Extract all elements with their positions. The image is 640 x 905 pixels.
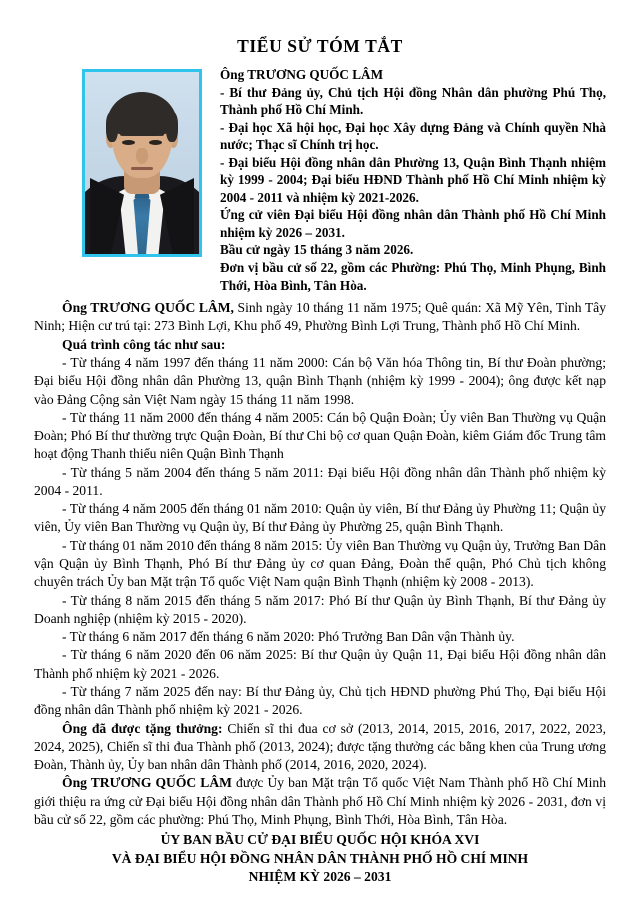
candidate-portrait-photo — [82, 69, 202, 257]
biography-body — [34, 299, 606, 829]
nomination-paragraph — [34, 774, 606, 829]
portrait-eye-left — [122, 140, 135, 145]
awards-label: Ông đã được tặng thưởng: — [62, 720, 223, 736]
footer-line-term: NHIỆM KỲ 2026 – 2031 — [248, 868, 392, 884]
awards-paragraph — [34, 720, 606, 775]
career-item: - Từ tháng 8 năm 2015 đến tháng 5 năm 2017: Phó Bí thư Quận ủy Bình Thạnh, Bí thư Đảng ủy Doanh nghiệp (nhiệm kỳ 2015 - 2020). — [34, 592, 606, 626]
intro-line-education: - Đại học Xã hội học, Đại học Xây dựng Đảng và Chính quyền Nhà nước; Thạc sĩ Chính trị học. — [220, 119, 606, 153]
intro-line-delegate-history: - Đại biểu Hội đồng nhân dân Phường 13, Quận Bình Thạnh nhiệm kỳ 1999 - 2004; Đại biểu HĐND Thành phố Hồ Chí Minh nhiệm kỳ 2004 - 2011 và nhiệm kỳ 2021-2026. — [220, 154, 606, 205]
footer-line-committee: ỦY BAN BẦU CỬ ĐẠI BIỂU QUỐC HỘI KHÓA XVI — [160, 832, 480, 848]
career-item: - Từ tháng 11 năm 2000 đến tháng 4 năm 2005: Cán bộ Quận Đoàn; Ủy viên Ban Thường vụ Quận Đoàn; Phó Bí thư thường trực Quận Đoàn, Bí thư Chi bộ cơ quan Quận Đoàn, kiêm Giám đốc Trung tâm hoạt động Thanh thiếu niên Quận Bình Thạnh — [34, 409, 606, 462]
nomination-text: được Ủy ban Mặt trận Tổ quốc Việt Nam Thành phố Hồ Chí Minh giới thiệu ra ứng cử Đại biểu Hội đồng nhân dân Thành phố Hồ Chí Minh nhiệm kỳ 2026 - 2031, đơn vị bầu cử số 22, gồm các phường: Phú Thọ, Minh Phụng, Bình Thới, Hòa Bình, Tân Hòa. — [34, 775, 606, 827]
intro-line-election-date: Bầu cử ngày 15 tháng 3 năm 2026. — [220, 242, 414, 258]
portrait-hair — [107, 92, 177, 136]
candidate-summary-block — [220, 66, 606, 294]
portrait-nose — [136, 148, 148, 164]
personal-details-paragraph — [34, 299, 606, 336]
career-heading-label: Quá trình công tác như sau: — [62, 336, 226, 352]
personal-details-label: Ông TRƯƠNG QUỐC LÂM, — [62, 300, 234, 316]
page-title: TIỂU SỬ TÓM TẮT — [237, 36, 403, 56]
footer-line-council: VÀ ĐẠI BIỂU HỘI ĐỒNG NHÂN DÂN THÀNH PHỐ HỒ CHÍ MINH — [111, 850, 529, 866]
career-item: - Từ tháng 6 năm 2017 đến tháng 6 năm 2020: Phó Trưởng Ban Dân vận Thành ủy. — [62, 629, 515, 645]
portrait-eye-right — [149, 140, 162, 145]
career-item: - Từ tháng 4 năm 2005 đến tháng 01 năm 2010: Quận ủy viên, Bí thư Đảng ủy Phường 11; Quận ủy viên, Ủy viên Ban Thường vụ Quận ủy, Bí thư Đảng ủy Phường 25, quận Bình Thạnh. — [34, 501, 606, 535]
career-item: - Từ tháng 01 năm 2010 đến tháng 8 năm 2015: Ủy viên Ban Thường vụ Quận ủy, Trưởng Ban Dân vận Quận ủy Bình Thạnh, Phó Bí thư Đảng ủy cơ quan Đảng, Đoàn thể quận, Phó Chủ tịch không chuyên trách Ủy ban Mặt trận Tổ quốc Việt Nam quận Bình Thạnh (nhiệm kỳ 2008 - 2013). — [34, 537, 606, 590]
candidate-name: Ông TRƯƠNG QUỐC LÂM — [220, 67, 384, 82]
header-block — [34, 66, 606, 294]
career-item: - Từ tháng 5 năm 2004 đến tháng 5 năm 2011: Đại biểu Hội đồng nhân dân Thành phố nhiệm kỳ 2004 - 2011. — [34, 464, 606, 498]
intro-line-candidacy: Ứng cử viên Đại biểu Hội đồng nhân dân Thành phố Hồ Chí Minh nhiệm kỳ 2026 – 2031. — [220, 207, 606, 240]
career-heading — [34, 336, 606, 354]
nomination-label: Ông TRƯƠNG QUỐC LÂM — [62, 775, 232, 791]
document-footer — [34, 831, 606, 886]
portrait-image — [85, 72, 199, 254]
career-item: - Từ tháng 4 năm 1997 đến tháng 11 năm 2000: Cán bộ Văn hóa Thông tin, Bí thư Đoàn phường; Đại biểu Hội đồng nhân dân Phường 13, quận Bình Thạnh (nhiệm kỳ 1999 - 2004); ông được kết nạp vào Đảng Cộng sản Việt Nam ngày 15 tháng 11 năm 1998. — [34, 354, 606, 407]
career-item: - Từ tháng 6 năm 2020 đến 06 năm 2025: Bí thư Quận ủy Quận 11, Đại biểu Hội đồng nhân dân Thành phố nhiệm kỳ 2021 - 2026. — [34, 647, 606, 681]
awards-text: Chiến sĩ thi đua cơ sở (2013, 2014, 2015, 2016, 2017, 2022, 2023, 2024, 2025), Chiến sĩ thi đua Thành phố (2013, 2024); được tặng thưởng các bằng khen của Trung ương Đoàn, Thành ủy, Ủy ban nhân dân Thành phố (2014, 2016, 2020, 2024). — [34, 720, 607, 773]
career-item: - Từ tháng 7 năm 2025 đến nay: Bí thư Đảng ủy, Chủ tịch HĐND phường Phú Thọ, Đại biểu Hội đồng nhân dân Thành phố nhiệm kỳ 2021 - 2026. — [34, 684, 606, 718]
intro-line-position: - Bí thư Đảng ủy, Chủ tịch Hội đồng Nhân dân phường Phú Thọ, Thành phố Hồ Chí Minh. — [220, 84, 606, 118]
intro-line-constituency: Đơn vị bầu cử số 22, gồm các Phường: Phú Thọ, Minh Phụng, Bình Thới, Hòa Bình, Tân Hòa. — [220, 260, 606, 293]
personal-details-text: Sinh ngày 10 tháng 11 năm 1975; Quê quán: Xã Mỹ Yên, Tỉnh Tây Ninh; Hiện cư trú tại: 273 Bình Lợi, Khu phố 49, Phường Bình Lợi Trung, Thành phố Hồ Chí Minh. — [34, 300, 606, 334]
portrait-mouth — [131, 167, 153, 170]
